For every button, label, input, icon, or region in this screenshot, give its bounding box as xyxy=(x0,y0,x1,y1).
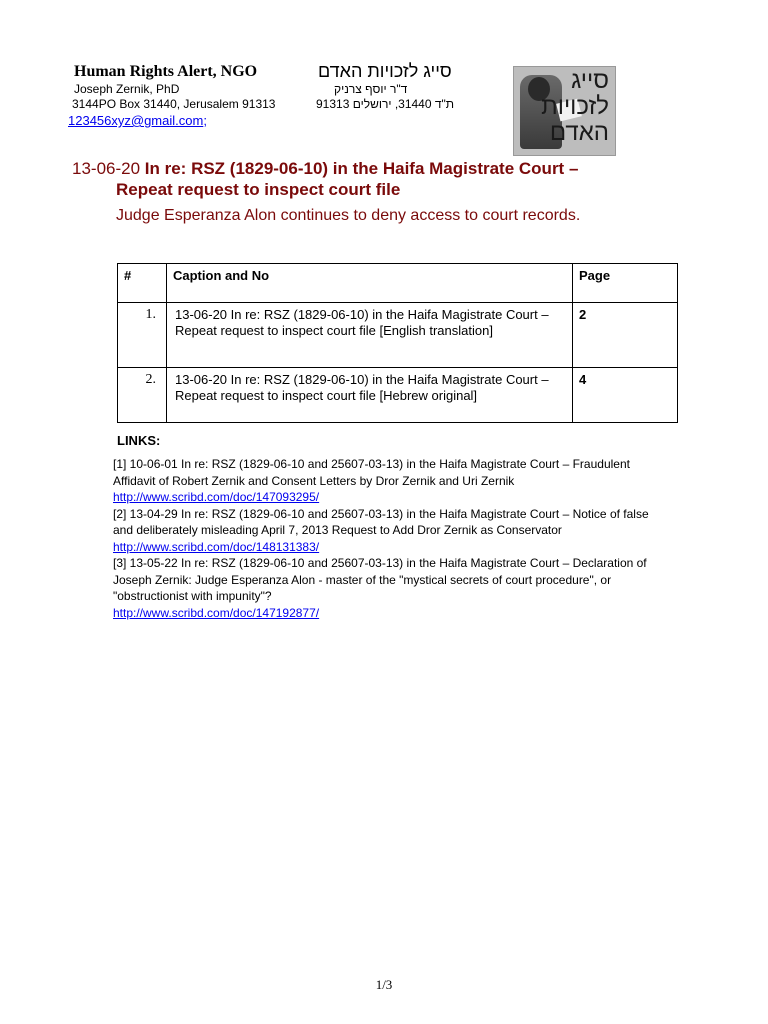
email-suffix: ; xyxy=(203,113,207,128)
link-item xyxy=(113,506,653,556)
author-name: Joseph Zernik, PhD xyxy=(74,82,180,96)
table-header-row xyxy=(118,264,678,303)
link-url[interactable]: http://www.scribd.com/doc/147093295/ xyxy=(113,490,320,504)
author-name-hebrew: ד"ר יוסף צרניק xyxy=(334,82,408,96)
header-caption: Caption and No xyxy=(167,264,573,303)
table-row xyxy=(118,368,678,423)
document-title xyxy=(72,158,578,180)
org-name: Human Rights Alert, NGO xyxy=(74,63,258,80)
row-page: 4 xyxy=(573,368,678,423)
table-row xyxy=(118,303,678,368)
title-line-2: Repeat request to inspect court file xyxy=(116,180,401,199)
org-name-hebrew: סייג לזכויות האדם xyxy=(318,61,452,81)
links-list xyxy=(113,456,653,621)
title-line-1: In re: RSZ (1829-06-10) in the Haifa Magistrate Court – xyxy=(140,159,579,178)
document-subtitle: Judge Esperanza Alon continues to deny access to court records. xyxy=(116,207,581,224)
link-description: [2] 13-04-29 In re: RSZ (1829-06-10 and 25607-03-13) in the Haifa Magistrate Court – Notice of false and deliberately misleading April 7, 2013 Request to Add Dror Zernik as Conservator xyxy=(113,506,649,537)
email-link[interactable]: 123456xyz@gmail.com xyxy=(68,113,204,128)
logo-text-line-3: האדם xyxy=(549,119,609,146)
org-logo xyxy=(513,66,616,156)
row-number: 1. xyxy=(118,303,167,368)
header-number: # xyxy=(118,264,167,303)
link-item xyxy=(113,456,653,506)
email-line xyxy=(68,113,207,128)
row-number: 2. xyxy=(118,368,167,423)
row-caption: 13-06-20 In re: RSZ (1829-06-10) in the Haifa Magistrate Court – Repeat request to inspect court file [English translation] xyxy=(167,303,573,368)
contents-table xyxy=(117,263,678,423)
logo-text-line-2: לזכויות xyxy=(541,93,609,120)
logo-text-line-1: סייג xyxy=(571,67,609,94)
link-description: [1] 10-06-01 In re: RSZ (1829-06-10 and 25607-03-13) in the Haifa Magistrate Court – Fraudulent Affidavit of Robert Zernik and Consent Letters by Dror Zernik and Uri Zernik xyxy=(113,457,630,488)
link-item xyxy=(113,555,653,621)
header-page: Page xyxy=(573,264,678,303)
row-page: 2 xyxy=(573,303,678,368)
address-hebrew: ת"ד 31440, ירושלים 91313 xyxy=(316,97,455,111)
link-url[interactable]: http://www.scribd.com/doc/147192877/ xyxy=(113,605,320,620)
link-url[interactable]: http://www.scribd.com/doc/148131383/ xyxy=(113,539,320,554)
address: 3144PO Box 31440, Jerusalem 91313 xyxy=(72,97,276,111)
links-heading: LINKS: xyxy=(117,433,161,448)
link-description: [3] 13-05-22 In re: RSZ (1829-06-10 and 25607-03-13) in the Haifa Magistrate Court – Declaration of Joseph Zernik: Judge Esperanza Alon - master of the "mystical secrets of court procedure", or "obstructionist with impunity"? xyxy=(113,556,647,603)
title-date: 13-06-20 xyxy=(72,159,141,178)
page-number: 1/3 xyxy=(375,977,393,992)
row-caption: 13-06-20 In re: RSZ (1829-06-10) in the Haifa Magistrate Court – Repeat request to inspect court file [Hebrew original] xyxy=(167,368,573,423)
